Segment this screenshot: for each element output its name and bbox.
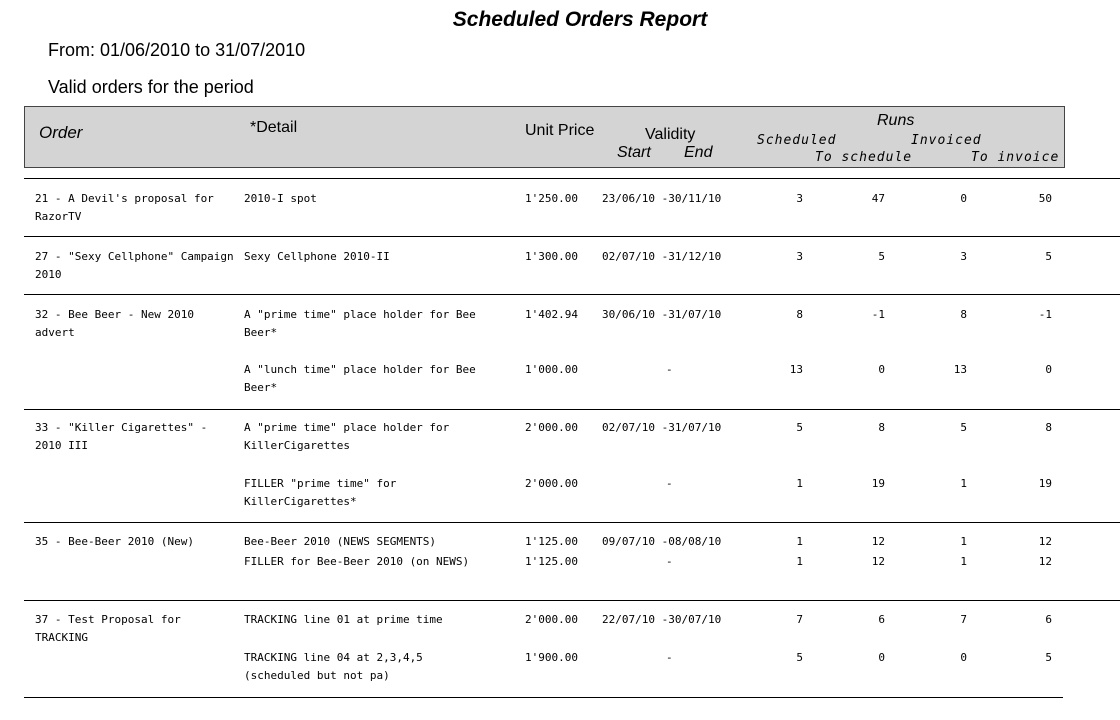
row-divider bbox=[24, 236, 1120, 237]
line-to-schedule: 12 bbox=[871, 555, 885, 568]
report-period: From: 01/06/2010 to 31/07/2010 bbox=[48, 40, 306, 60]
header-end: End bbox=[684, 144, 713, 161]
header-detail: *Detail bbox=[250, 119, 298, 136]
line-detail: Bee-Beer 2010 (NEWS SEGMENTS) bbox=[244, 535, 437, 548]
line-to-schedule: -1 bbox=[871, 308, 885, 321]
table-header bbox=[24, 106, 1065, 168]
header-unit-price: Unit Price bbox=[525, 122, 595, 139]
line-to-schedule: 8 bbox=[878, 421, 885, 434]
line-scheduled: 7 bbox=[796, 613, 803, 626]
header-start: Start bbox=[617, 144, 651, 161]
line-invoiced: 5 bbox=[960, 421, 967, 434]
report-title: Scheduled Orders Report bbox=[452, 8, 708, 31]
line-to-schedule: 5 bbox=[878, 250, 885, 263]
line-scheduled: 5 bbox=[796, 651, 803, 664]
row-divider bbox=[24, 294, 1120, 295]
line-to-invoice: -1 bbox=[1038, 308, 1052, 321]
line-detail: A "lunch time" place holder for Bee Beer* bbox=[244, 363, 476, 394]
line-to-invoice: 50 bbox=[1038, 192, 1052, 205]
line-validity: - bbox=[666, 477, 673, 490]
line-price: 1'300.00 bbox=[525, 250, 578, 263]
line-scheduled: 1 bbox=[796, 535, 803, 548]
line-to-invoice: 6 bbox=[1045, 613, 1052, 626]
line-to-schedule: 12 bbox=[871, 535, 885, 548]
line-invoiced: 0 bbox=[960, 192, 967, 205]
line-invoiced: 8 bbox=[960, 308, 967, 321]
report-subtitle: Valid orders for the period bbox=[48, 77, 254, 97]
line-price: 1'000.00 bbox=[525, 363, 578, 376]
order-name: 32 - Bee Beer - New 2010 advert bbox=[35, 308, 194, 339]
line-detail: A "prime time" place holder for KillerCigarettes bbox=[244, 421, 450, 452]
header-scheduled: Scheduled bbox=[757, 133, 837, 148]
line-validity: - bbox=[666, 555, 673, 568]
line-to-schedule: 0 bbox=[878, 651, 885, 664]
line-validity: 22/07/10 -30/07/10 bbox=[602, 613, 722, 626]
line-detail: 2010-I spot bbox=[244, 192, 317, 205]
line-scheduled: 3 bbox=[796, 250, 803, 263]
line-invoiced: 3 bbox=[960, 250, 967, 263]
row-divider bbox=[24, 697, 1063, 698]
line-invoiced: 0 bbox=[960, 651, 967, 664]
header-validity: Validity bbox=[645, 126, 696, 143]
line-scheduled: 13 bbox=[789, 363, 803, 376]
line-validity: 02/07/10 -31/12/10 bbox=[602, 250, 722, 263]
line-to-schedule: 6 bbox=[878, 613, 885, 626]
line-price: 1'402.94 bbox=[525, 308, 578, 321]
order-name: 27 - "Sexy Cellphone" Campaign 2010 bbox=[35, 250, 234, 281]
line-to-invoice: 8 bbox=[1045, 421, 1052, 434]
line-price: 2'000.00 bbox=[525, 421, 578, 434]
line-scheduled: 1 bbox=[796, 555, 803, 568]
line-scheduled: 5 bbox=[796, 421, 803, 434]
header-order: Order bbox=[39, 123, 83, 142]
line-detail: A "prime time" place holder for Bee Beer* bbox=[244, 308, 476, 339]
line-invoiced: 7 bbox=[960, 613, 967, 626]
line-validity: 02/07/10 -31/07/10 bbox=[602, 421, 722, 434]
header-to-schedule: To schedule bbox=[815, 150, 913, 165]
order-name: 21 - A Devil's proposal for RazorTV bbox=[35, 192, 214, 223]
line-scheduled: 8 bbox=[796, 308, 803, 321]
line-to-schedule: 0 bbox=[878, 363, 885, 376]
line-invoiced: 1 bbox=[960, 535, 967, 548]
line-detail: FILLER for Bee-Beer 2010 (on NEWS) bbox=[244, 555, 470, 568]
line-validity: - bbox=[666, 651, 673, 664]
line-validity: 23/06/10 -30/11/10 bbox=[602, 192, 722, 205]
line-detail: TRACKING line 01 at prime time bbox=[244, 613, 443, 626]
line-price: 1'900.00 bbox=[525, 651, 578, 664]
line-to-invoice: 0 bbox=[1045, 363, 1052, 376]
order-name: 37 - Test Proposal for TRACKING bbox=[35, 613, 181, 644]
line-price: 1'125.00 bbox=[525, 535, 578, 548]
row-divider bbox=[24, 600, 1120, 601]
line-to-invoice: 12 bbox=[1038, 555, 1052, 568]
line-validity: - bbox=[666, 363, 673, 376]
line-scheduled: 3 bbox=[796, 192, 803, 205]
line-detail: FILLER "prime time" for KillerCigarettes* bbox=[244, 477, 397, 508]
line-price: 1'250.00 bbox=[525, 192, 578, 205]
line-price: 1'125.00 bbox=[525, 555, 578, 568]
order-name: 33 - "Killer Cigarettes" - 2010 III bbox=[35, 421, 208, 452]
row-divider bbox=[24, 178, 1120, 179]
line-detail: TRACKING line 04 at 2,3,4,5 (scheduled but not pa) bbox=[244, 651, 423, 682]
line-validity: 09/07/10 -08/08/10 bbox=[602, 535, 722, 548]
line-detail: Sexy Cellphone 2010-II bbox=[244, 250, 390, 263]
header-runs: Runs bbox=[877, 112, 915, 129]
line-to-invoice: 19 bbox=[1038, 477, 1052, 490]
line-invoiced: 1 bbox=[960, 477, 967, 490]
header-to-invoice: To invoice bbox=[971, 150, 1060, 165]
line-to-invoice: 5 bbox=[1045, 651, 1052, 664]
header-invoiced: Invoiced bbox=[911, 133, 982, 148]
row-divider bbox=[24, 522, 1120, 523]
line-price: 2'000.00 bbox=[525, 613, 578, 626]
line-invoiced: 13 bbox=[953, 363, 967, 376]
line-invoiced: 1 bbox=[960, 555, 967, 568]
line-to-invoice: 12 bbox=[1038, 535, 1052, 548]
line-to-invoice: 5 bbox=[1045, 250, 1052, 263]
line-to-schedule: 19 bbox=[871, 477, 885, 490]
line-to-schedule: 47 bbox=[871, 192, 885, 205]
row-divider bbox=[24, 409, 1120, 410]
order-name: 35 - Bee-Beer 2010 (New) bbox=[35, 535, 194, 548]
line-price: 2'000.00 bbox=[525, 477, 578, 490]
line-scheduled: 1 bbox=[796, 477, 803, 490]
line-validity: 30/06/10 -31/07/10 bbox=[602, 308, 722, 321]
